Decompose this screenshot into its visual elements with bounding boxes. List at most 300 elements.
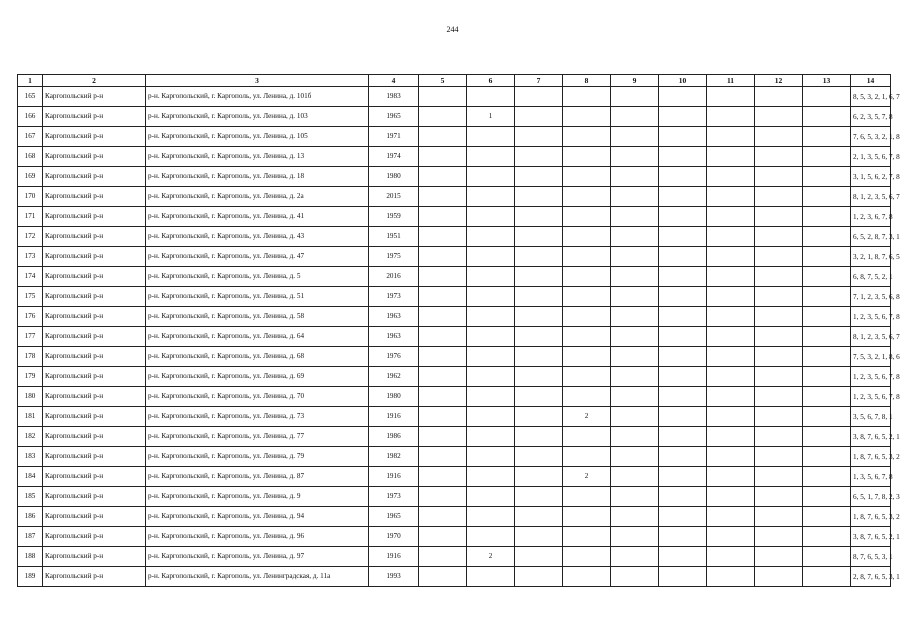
col8-cell xyxy=(563,447,611,467)
col14-cell: 8, 1, 2, 3, 5, 6, 7 xyxy=(851,327,891,347)
col5-cell xyxy=(419,87,467,107)
table-header xyxy=(18,75,891,87)
col9-cell xyxy=(611,467,659,487)
row-number-cell: 178 xyxy=(18,347,43,367)
col8-cell xyxy=(563,247,611,267)
district-cell: Каргопольский р-н xyxy=(43,547,146,567)
row-number-cell: 189 xyxy=(18,567,43,587)
col6-cell xyxy=(467,467,515,487)
col13-cell xyxy=(803,147,851,167)
district-cell: Каргопольский р-н xyxy=(43,107,146,127)
col5-cell xyxy=(419,147,467,167)
row-number-cell: 167 xyxy=(18,127,43,147)
col12-cell xyxy=(755,547,803,567)
col5-cell xyxy=(419,407,467,427)
year-cell: 2016 xyxy=(369,267,419,287)
row-number-cell: 176 xyxy=(18,307,43,327)
address-cell: р-н. Каргопольский, г. Каргополь, ул. Ленина, д. 68 xyxy=(146,347,369,367)
col10-cell xyxy=(659,247,707,267)
row-number-cell: 181 xyxy=(18,407,43,427)
column-header-14: 14 xyxy=(851,75,891,87)
col10-cell xyxy=(659,547,707,567)
col6-cell xyxy=(467,487,515,507)
col11-cell xyxy=(707,567,755,587)
table-row xyxy=(18,527,891,547)
address-cell: р-н. Каргопольский, г. Каргополь, ул. Ленина, д. 64 xyxy=(146,327,369,347)
col5-cell xyxy=(419,567,467,587)
table-row xyxy=(18,147,891,167)
address-cell: р-н. Каргопольский, г. Каргополь, ул. Ленина, д. 41 xyxy=(146,207,369,227)
address-cell: р-н. Каргопольский, г. Каргополь, ул. Ленина, д. 43 xyxy=(146,227,369,247)
col10-cell xyxy=(659,427,707,447)
row-number-cell: 179 xyxy=(18,367,43,387)
row-number-cell: 166 xyxy=(18,107,43,127)
col8-cell xyxy=(563,387,611,407)
col11-cell xyxy=(707,387,755,407)
col13-cell xyxy=(803,507,851,527)
year-cell: 1965 xyxy=(369,107,419,127)
col9-cell xyxy=(611,267,659,287)
table-row xyxy=(18,407,891,427)
col7-cell xyxy=(515,527,563,547)
row-number-cell: 180 xyxy=(18,387,43,407)
col8-cell xyxy=(563,367,611,387)
col6-cell xyxy=(467,407,515,427)
col10-cell xyxy=(659,387,707,407)
col5-cell xyxy=(419,327,467,347)
col13-cell xyxy=(803,447,851,467)
col11-cell xyxy=(707,287,755,307)
col6-cell xyxy=(467,527,515,547)
col10-cell xyxy=(659,87,707,107)
year-cell: 1916 xyxy=(369,547,419,567)
col13-cell xyxy=(803,187,851,207)
address-cell: р-н. Каргопольский, г. Каргополь, ул. Ленинградская, д. 11а xyxy=(146,567,369,587)
district-cell: Каргопольский р-н xyxy=(43,507,146,527)
district-cell: Каргопольский р-н xyxy=(43,407,146,427)
col5-cell xyxy=(419,127,467,147)
col10-cell xyxy=(659,327,707,347)
col11-cell xyxy=(707,347,755,367)
col8-cell xyxy=(563,547,611,567)
col7-cell xyxy=(515,247,563,267)
col12-cell xyxy=(755,347,803,367)
table-row xyxy=(18,427,891,447)
table-row xyxy=(18,267,891,287)
table-row xyxy=(18,187,891,207)
col12-cell xyxy=(755,487,803,507)
col8-cell xyxy=(563,527,611,547)
col9-cell xyxy=(611,347,659,367)
col7-cell xyxy=(515,107,563,127)
col9-cell xyxy=(611,447,659,467)
table-row xyxy=(18,107,891,127)
year-cell: 1951 xyxy=(369,227,419,247)
col10-cell xyxy=(659,227,707,247)
district-cell: Каргопольский р-н xyxy=(43,187,146,207)
district-cell: Каргопольский р-н xyxy=(43,427,146,447)
col12-cell xyxy=(755,467,803,487)
table-row xyxy=(18,327,891,347)
year-cell: 1970 xyxy=(369,527,419,547)
col14-cell: 7, 6, 5, 3, 2, 1, 8 xyxy=(851,127,891,147)
col14-cell: 2, 1, 3, 5, 6, 7, 8 xyxy=(851,147,891,167)
col13-cell xyxy=(803,107,851,127)
table-row xyxy=(18,567,891,587)
col10-cell xyxy=(659,167,707,187)
year-cell: 1965 xyxy=(369,507,419,527)
col14-cell: 6, 2, 3, 5, 7, 8 xyxy=(851,107,891,127)
col10-cell xyxy=(659,567,707,587)
district-cell: Каргопольский р-н xyxy=(43,127,146,147)
col7-cell xyxy=(515,367,563,387)
row-number-cell: 183 xyxy=(18,447,43,467)
row-number-cell: 172 xyxy=(18,227,43,247)
year-cell: 1973 xyxy=(369,487,419,507)
col5-cell xyxy=(419,427,467,447)
col5-cell xyxy=(419,227,467,247)
year-cell: 1963 xyxy=(369,327,419,347)
address-cell: р-н. Каргопольский, г. Каргополь, ул. Ленина, д. 70 xyxy=(146,387,369,407)
col14-cell: 6, 8, 7, 5, 2, 1 xyxy=(851,267,891,287)
col5-cell xyxy=(419,367,467,387)
col13-cell xyxy=(803,367,851,387)
col14-cell: 1, 2, 3, 5, 6, 7, 8 xyxy=(851,387,891,407)
col10-cell xyxy=(659,147,707,167)
col11-cell xyxy=(707,187,755,207)
col8-cell xyxy=(563,487,611,507)
col14-cell: 3, 8, 7, 6, 5, 2, 1 xyxy=(851,527,891,547)
col14-cell: 1, 3, 5, 6, 7, 8 xyxy=(851,467,891,487)
column-header-5: 5 xyxy=(419,75,467,87)
col11-cell xyxy=(707,307,755,327)
address-cell: р-н. Каргопольский, г. Каргополь, ул. Ленина, д. 73 xyxy=(146,407,369,427)
district-cell: Каргопольский р-н xyxy=(43,527,146,547)
col9-cell xyxy=(611,187,659,207)
col8-cell xyxy=(563,107,611,127)
table-row xyxy=(18,547,891,567)
table-row xyxy=(18,307,891,327)
year-cell: 1971 xyxy=(369,127,419,147)
col11-cell xyxy=(707,147,755,167)
col7-cell xyxy=(515,267,563,287)
table-row xyxy=(18,347,891,367)
col9-cell xyxy=(611,147,659,167)
col11-cell xyxy=(707,267,755,287)
year-cell: 1986 xyxy=(369,427,419,447)
column-header-3: 3 xyxy=(146,75,369,87)
col6-cell xyxy=(467,127,515,147)
col10-cell xyxy=(659,187,707,207)
col6-cell xyxy=(467,247,515,267)
col13-cell xyxy=(803,487,851,507)
col10-cell xyxy=(659,367,707,387)
col8-cell xyxy=(563,567,611,587)
column-header-8: 8 xyxy=(563,75,611,87)
col6-cell xyxy=(467,327,515,347)
col7-cell xyxy=(515,307,563,327)
address-cell: р-н. Каргопольский, г. Каргополь, ул. Ленина, д. 101б xyxy=(146,87,369,107)
col10-cell xyxy=(659,507,707,527)
table-row xyxy=(18,387,891,407)
col11-cell xyxy=(707,547,755,567)
col12-cell xyxy=(755,147,803,167)
row-number-cell: 186 xyxy=(18,507,43,527)
table-row xyxy=(18,127,891,147)
col12-cell xyxy=(755,527,803,547)
col6-cell xyxy=(467,427,515,447)
col8-cell xyxy=(563,227,611,247)
col7-cell xyxy=(515,287,563,307)
district-cell: Каргопольский р-н xyxy=(43,227,146,247)
col13-cell xyxy=(803,87,851,107)
col7-cell xyxy=(515,327,563,347)
col9-cell xyxy=(611,387,659,407)
col7-cell xyxy=(515,467,563,487)
district-cell: Каргопольский р-н xyxy=(43,367,146,387)
register-table xyxy=(17,74,900,587)
col6-cell xyxy=(467,167,515,187)
col10-cell xyxy=(659,347,707,367)
row-number-cell: 169 xyxy=(18,167,43,187)
year-cell: 1916 xyxy=(369,407,419,427)
table-row xyxy=(18,507,891,527)
column-header-11: 11 xyxy=(707,75,755,87)
column-header-10: 10 xyxy=(659,75,707,87)
col5-cell xyxy=(419,527,467,547)
col11-cell xyxy=(707,167,755,187)
col11-cell xyxy=(707,227,755,247)
col7-cell xyxy=(515,547,563,567)
col9-cell xyxy=(611,207,659,227)
col13-cell xyxy=(803,347,851,367)
col9-cell xyxy=(611,367,659,387)
row-number-cell: 185 xyxy=(18,487,43,507)
col10-cell xyxy=(659,207,707,227)
col8-cell xyxy=(563,187,611,207)
year-cell: 1980 xyxy=(369,167,419,187)
col6-cell xyxy=(467,227,515,247)
col7-cell xyxy=(515,227,563,247)
col14-cell: 3, 2, 1, 8, 7, 6, 5 xyxy=(851,247,891,267)
district-cell: Каргопольский р-н xyxy=(43,307,146,327)
year-cell: 1975 xyxy=(369,247,419,267)
col11-cell xyxy=(707,407,755,427)
col5-cell xyxy=(419,507,467,527)
address-cell: р-н. Каргопольский, г. Каргополь, ул. Ленина, д. 77 xyxy=(146,427,369,447)
col11-cell xyxy=(707,507,755,527)
district-cell: Каргопольский р-н xyxy=(43,387,146,407)
col5-cell xyxy=(419,107,467,127)
col6-cell xyxy=(467,307,515,327)
col7-cell xyxy=(515,487,563,507)
col14-cell: 3, 1, 5, 6, 2, 7, 8 xyxy=(851,167,891,187)
col5-cell xyxy=(419,347,467,367)
col12-cell xyxy=(755,207,803,227)
table-row xyxy=(18,447,891,467)
col8-cell xyxy=(563,167,611,187)
district-cell: Каргопольский р-н xyxy=(43,87,146,107)
col6-cell xyxy=(467,347,515,367)
col13-cell xyxy=(803,327,851,347)
col13-cell xyxy=(803,247,851,267)
col13-cell xyxy=(803,467,851,487)
col6-cell: 2 xyxy=(467,547,515,567)
col10-cell xyxy=(659,127,707,147)
col11-cell xyxy=(707,127,755,147)
col6-cell xyxy=(467,507,515,527)
column-header-7: 7 xyxy=(515,75,563,87)
column-header-12: 12 xyxy=(755,75,803,87)
row-number-cell: 182 xyxy=(18,427,43,447)
year-cell: 1916 xyxy=(369,467,419,487)
col13-cell xyxy=(803,287,851,307)
col8-cell xyxy=(563,267,611,287)
row-number-cell: 171 xyxy=(18,207,43,227)
col9-cell xyxy=(611,227,659,247)
col11-cell xyxy=(707,247,755,267)
col13-cell xyxy=(803,427,851,447)
district-cell: Каргопольский р-н xyxy=(43,467,146,487)
col7-cell xyxy=(515,567,563,587)
col12-cell xyxy=(755,287,803,307)
col10-cell xyxy=(659,287,707,307)
col12-cell xyxy=(755,407,803,427)
table-row xyxy=(18,87,891,107)
district-cell: Каргопольский р-н xyxy=(43,207,146,227)
column-header-4: 4 xyxy=(369,75,419,87)
address-cell: р-н. Каргопольский, г. Каргополь, ул. Ленина, д. 51 xyxy=(146,287,369,307)
col12-cell xyxy=(755,87,803,107)
col11-cell xyxy=(707,487,755,507)
row-number-cell: 184 xyxy=(18,467,43,487)
district-cell: Каргопольский р-н xyxy=(43,247,146,267)
table-row xyxy=(18,167,891,187)
district-cell: Каргопольский р-н xyxy=(43,567,146,587)
col13-cell xyxy=(803,127,851,147)
col7-cell xyxy=(515,187,563,207)
col6-cell xyxy=(467,387,515,407)
col14-cell: 7, 1, 2, 3, 5, 6, 8 xyxy=(851,287,891,307)
col7-cell xyxy=(515,87,563,107)
col12-cell xyxy=(755,327,803,347)
col7-cell xyxy=(515,347,563,367)
district-cell: Каргопольский р-н xyxy=(43,147,146,167)
col13-cell xyxy=(803,527,851,547)
district-cell: Каргопольский р-н xyxy=(43,267,146,287)
header-row xyxy=(18,75,891,87)
table-row xyxy=(18,227,891,247)
col7-cell xyxy=(515,207,563,227)
col10-cell xyxy=(659,487,707,507)
col8-cell xyxy=(563,127,611,147)
year-cell: 1982 xyxy=(369,447,419,467)
col9-cell xyxy=(611,247,659,267)
address-cell: р-н. Каргопольский, г. Каргополь, ул. Ленина, д. 87 xyxy=(146,467,369,487)
col8-cell xyxy=(563,147,611,167)
col9-cell xyxy=(611,407,659,427)
col9-cell xyxy=(611,307,659,327)
col14-cell: 1, 8, 7, 6, 5, 3, 2 xyxy=(851,507,891,527)
year-cell: 1993 xyxy=(369,567,419,587)
address-cell: р-н. Каргопольский, г. Каргополь, ул. Ленина, д. 9 xyxy=(146,487,369,507)
col5-cell xyxy=(419,387,467,407)
col5-cell xyxy=(419,547,467,567)
address-cell: р-н. Каргопольский, г. Каргополь, ул. Ленина, д. 96 xyxy=(146,527,369,547)
column-header-9: 9 xyxy=(611,75,659,87)
col5-cell xyxy=(419,207,467,227)
col9-cell xyxy=(611,487,659,507)
col13-cell xyxy=(803,207,851,227)
address-cell: р-н. Каргопольский, г. Каргополь, ул. Ленина, д. 97 xyxy=(146,547,369,567)
address-cell: р-н. Каргопольский, г. Каргополь, ул. Ленина, д. 47 xyxy=(146,247,369,267)
col5-cell xyxy=(419,287,467,307)
col12-cell xyxy=(755,447,803,467)
col14-cell: 8, 1, 2, 3, 5, 6, 7 xyxy=(851,187,891,207)
table-row xyxy=(18,247,891,267)
col11-cell xyxy=(707,467,755,487)
page-number: 244 xyxy=(446,25,459,34)
address-cell: р-н. Каргопольский, г. Каргополь, ул. Ленина, д. 69 xyxy=(146,367,369,387)
table-body xyxy=(18,87,900,587)
year-cell: 1973 xyxy=(369,287,419,307)
col7-cell xyxy=(515,407,563,427)
col10-cell xyxy=(659,467,707,487)
col5-cell xyxy=(419,247,467,267)
col7-cell xyxy=(515,127,563,147)
col12-cell xyxy=(755,567,803,587)
district-cell: Каргопольский р-н xyxy=(43,287,146,307)
table-row xyxy=(18,367,891,387)
col12-cell xyxy=(755,267,803,287)
table-row xyxy=(18,207,891,227)
district-cell: Каргопольский р-н xyxy=(43,167,146,187)
col8-cell xyxy=(563,327,611,347)
district-cell: Каргопольский р-н xyxy=(43,327,146,347)
col12-cell xyxy=(755,227,803,247)
col8-cell xyxy=(563,507,611,527)
col14-cell: 2, 8, 7, 6, 5, 3, 1 xyxy=(851,567,891,587)
col5-cell xyxy=(419,487,467,507)
table-row xyxy=(18,467,891,487)
column-header-13: 13 xyxy=(803,75,851,87)
col6-cell xyxy=(467,267,515,287)
col10-cell xyxy=(659,407,707,427)
col11-cell xyxy=(707,367,755,387)
col6-cell xyxy=(467,287,515,307)
col14-cell: 6, 5, 2, 8, 7, 3, 1 xyxy=(851,227,891,247)
col8-cell xyxy=(563,307,611,327)
col6-cell xyxy=(467,147,515,167)
col11-cell xyxy=(707,527,755,547)
col13-cell xyxy=(803,267,851,287)
col13-cell xyxy=(803,307,851,327)
col6-cell xyxy=(467,207,515,227)
col6-cell xyxy=(467,87,515,107)
col12-cell xyxy=(755,247,803,267)
col13-cell xyxy=(803,167,851,187)
address-cell: р-н. Каргопольский, г. Каргополь, ул. Ленина, д. 79 xyxy=(146,447,369,467)
year-cell: 1962 xyxy=(369,367,419,387)
col9-cell xyxy=(611,527,659,547)
col14-cell: 7, 5, 3, 2, 1, 8, 6 xyxy=(851,347,891,367)
col7-cell xyxy=(515,447,563,467)
col8-cell xyxy=(563,347,611,367)
row-number-cell: 165 xyxy=(18,87,43,107)
col7-cell xyxy=(515,427,563,447)
col9-cell xyxy=(611,507,659,527)
year-cell: 1983 xyxy=(369,87,419,107)
